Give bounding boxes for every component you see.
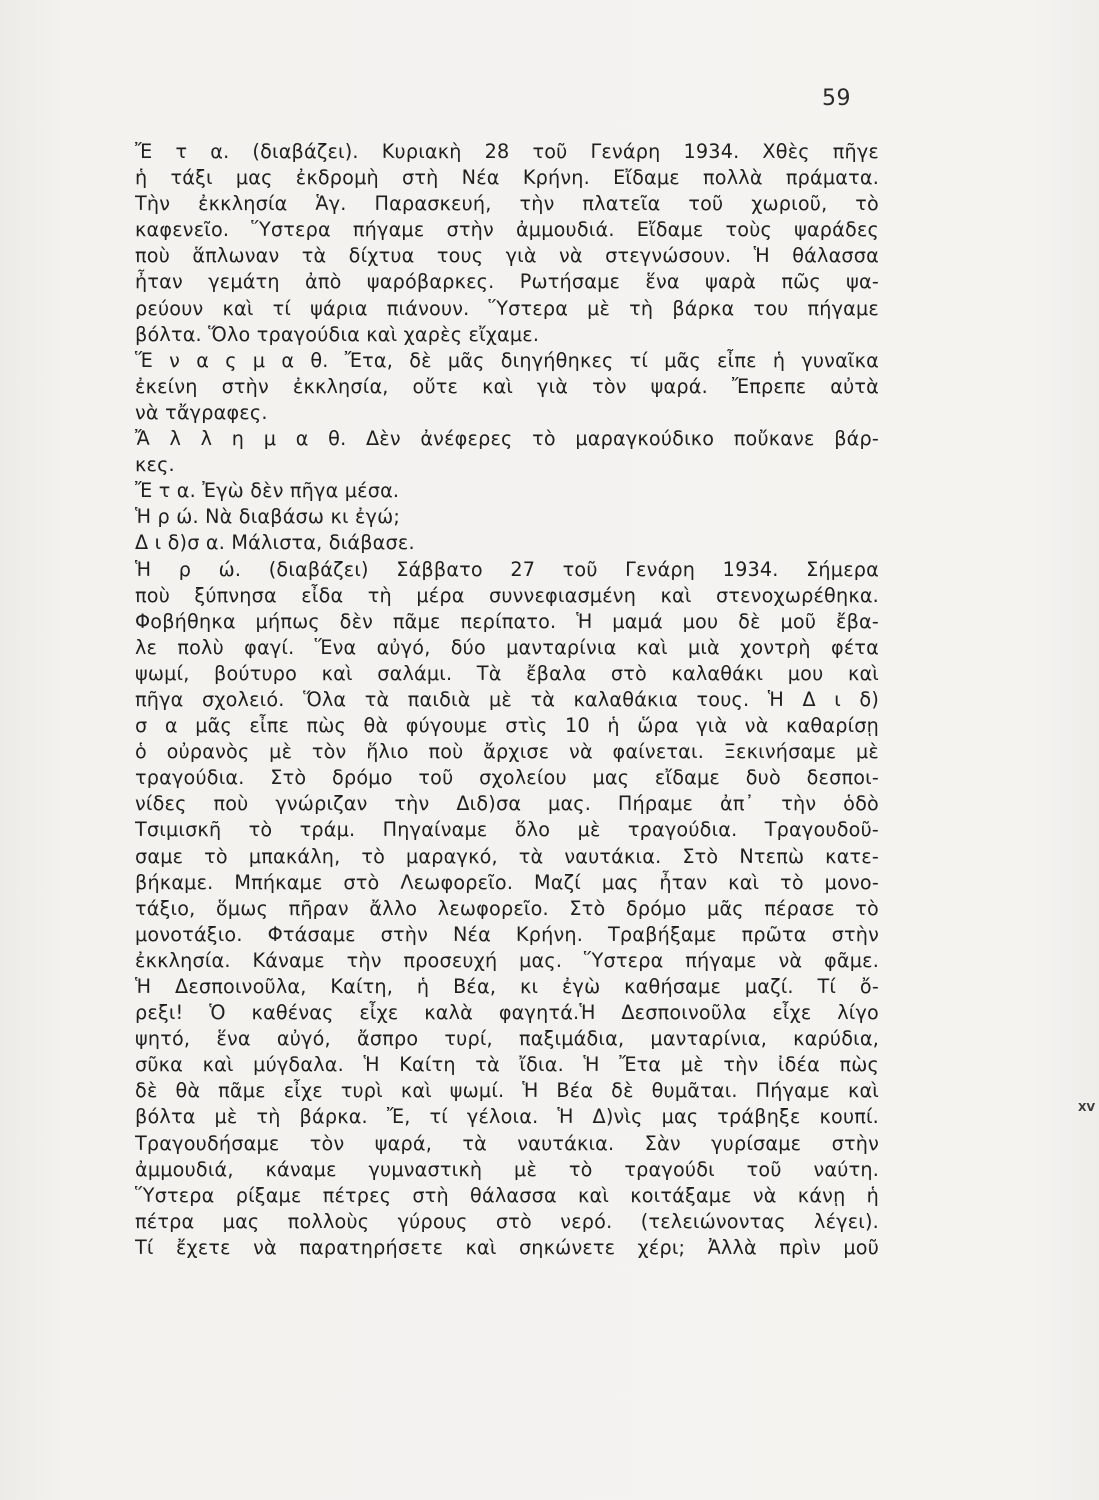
text-line: σῦκα καὶ μύγδαλα. Ἡ Καίτη τὰ ἴδια. Ἡ Ἔτα μὲ τὴν ἰδέα πὼς xyxy=(135,1053,879,1077)
text-line: ποὺ ξύπνησα εἶδα τὴ μέρα συννεφιασμένη καὶ στενοχωρέθηκα. xyxy=(135,583,879,607)
text-line: ἐκείνη στὴν ἐκκλησία, οὔτε καὶ γιὰ τὸν ψαρά. Ἔπρεπε αὐτὰ xyxy=(135,374,879,398)
text-line: Δ ι δ)σ α. Μάλιστα, διάβασε. xyxy=(135,531,415,555)
text-line: Φοβήθηκα μήπως δὲν πᾶμε περίπατο. Ἡ μαμά μου δὲ μοῦ ἔβα- xyxy=(135,609,879,633)
text-line: μονοτάξιο. Φτάσαμε στὴν Νέα Κρήνη. Τραβήξαμε πρῶτα στὴν xyxy=(135,922,879,946)
text-line: σ α μᾶς εἶπε πὼς θὰ φύγουμε στὶς 10 ἡ ὥρα γιὰ νὰ καθαρίσῃ xyxy=(135,714,879,738)
margin-mark: XV xyxy=(1078,1101,1095,1114)
text-line: Ἄ λ λ η μ α θ. Δὲν ἀνέφερες τὸ μαραγκούδικο ποὔκανε βάρ- xyxy=(135,427,879,451)
text-line: ψωμί, βούτυρο καὶ σαλάμι. Τὰ ἔβαλα στὸ καλαθάκι μου καὶ xyxy=(135,661,879,685)
text-line: βόλτα. Ὅλο τραγούδια καὶ χαρὲς εἴχαμε. xyxy=(135,322,540,346)
text-line: ἐκκλησία. Κάναμε τὴν προσευχή μας. Ὕστερα πήγαμε νὰ φᾶμε. xyxy=(135,948,879,972)
page-number: 59 xyxy=(822,86,851,111)
text-line: βόλτα μὲ τὴ βάρκα. Ἔ, τί γέλοια. Ἡ Δ)νὶς μας τράβηξε κουπί. xyxy=(135,1105,879,1129)
text-line: ἦταν γεμάτη ἀπὸ ψαρόβαρκες. Ρωτήσαμε ἕνα ψαρὰ πῶς ψα- xyxy=(135,270,879,294)
text-line: Ἔ τ α. (διαβάζει). Κυριακὴ 28 τοῦ Γενάρη 1934. Χθὲς πῆγε xyxy=(135,140,879,163)
text-line: κες. xyxy=(135,453,175,477)
text-line: ρεξι! Ὁ καθένας εἶχε καλὰ φαγητά.Ἡ Δεσποινοῦλα εἶχε λίγο xyxy=(135,1001,879,1025)
text-line: λε πολὺ φαγί. Ἕνα αὐγό, δύο μανταρίνια καὶ μιὰ χοντρὴ φέτα xyxy=(135,635,879,659)
text-line: βήκαμε. Μπήκαμε στὸ Λεωφορεῖο. Μαζί μας ἦταν καὶ τὸ μονο- xyxy=(135,870,879,894)
text-line: ποὺ ἅπλωναν τὰ δίχτυα τους γιὰ νὰ στεγνώσουν. Ἡ θάλασσα xyxy=(135,244,879,268)
text-line: ἡ τάξι μας ἐκδρομὴ στὴ Νέα Κρήνη. Εἴδαμε πολλὰ πράματα. xyxy=(135,166,879,190)
text-line: πέτρα μας πολλοὺς γύρους στὸ νερό. (τελειώνοντας λέγει). xyxy=(135,1209,879,1233)
text-line: τραγούδια. Στὸ δρόμο τοῦ σχολείου μας εἴδαμε δυὸ δεσποι- xyxy=(135,766,879,790)
text-line: ἀμμουδιά, κάναμε γυμναστικὴ μὲ τὸ τραγούδι τοῦ ναύτη. xyxy=(135,1157,879,1181)
dialogue-text-block xyxy=(135,139,879,1261)
text-line: νίδες ποὺ γνώριζαν τὴν Διδ)σα μας. Πήραμε ἀπ᾽ τὴν ὁδὸ xyxy=(135,792,879,816)
text-line: ρεύουν καὶ τί ψάρια πιάνουν. Ὕστερα μὲ τὴ βάρκα του πήγαμε xyxy=(135,296,879,320)
text-line: νὰ τἄγραφες. xyxy=(135,400,268,424)
text-line: τάξιο, ὅμως πῆραν ἄλλο λεωφορεῖο. Στὸ δρόμο μᾶς πέρασε τὸ xyxy=(135,896,879,920)
text-line: καφενεῖο. Ὕστερα πήγαμε στὴν ἀμμουδιά. Εἴδαμε τοὺς ψαράδες xyxy=(135,218,879,242)
text-line: ψητό, ἕνα αὐγό, ἄσπρο τυρί, παξιμάδια, μανταρίνια, καρύδια, xyxy=(135,1027,879,1051)
text-line: σαμε τὸ μπακάλη, τὸ μαραγκό, τὰ ναυτάκια. Στὸ Ντεπὼ κατε- xyxy=(135,844,879,868)
text-line: ὁ οὐρανὸς μὲ τὸν ἥλιο ποὺ ἄρχισε νὰ φαίνεται. Ξεκινήσαμε μὲ xyxy=(135,740,879,764)
text-line: Τραγουδήσαμε τὸν ψαρά, τὰ ναυτάκια. Σὰν γυρίσαμε στὴν xyxy=(135,1131,879,1155)
text-line: Ἡ ρ ώ. Νὰ διαβάσω κι ἐγώ; xyxy=(135,505,401,529)
text-line: Ἔ τ α. Ἐγὼ δὲν πῆγα μέσα. xyxy=(135,479,400,503)
text-line: Ἡ ρ ώ. (διαβάζει) Σάββατο 27 τοῦ Γενάρη 1934. Σήμερα xyxy=(135,557,879,581)
text-line: Τὴν ἐκκλησία Ἁγ. Παρασκευή, τὴν πλατεῖα τοῦ χωριοῦ, τὸ xyxy=(135,192,879,216)
text-line: δὲ θὰ πᾶμε εἶχε τυρὶ καὶ ψωμί. Ἡ Βέα δὲ θυμᾶται. Πήγαμε καὶ xyxy=(135,1079,879,1103)
text-line: Ὕστερα ρίξαμε πέτρες στὴ θάλασσα καὶ κοιτάξαμε νὰ κάνῃ ἡ xyxy=(135,1183,879,1207)
text-line: Ἕ ν α ς μ α θ. Ἔτα, δὲ μᾶς διηγήθηκες τί μᾶς εἶπε ἡ γυναῖκα xyxy=(135,348,879,372)
text-line: Τσιμισκῆ τὸ τράμ. Πηγαίναμε ὅλο μὲ τραγούδια. Τραγουδοῦ- xyxy=(135,818,879,842)
text-line: πῆγα σχολειό. Ὅλα τὰ παιδιὰ μὲ τὰ καλαθάκια τους. Ἡ Δ ι δ) xyxy=(135,687,879,711)
text-line: Ἡ Δεσποινοῦλα, Καίτη, ἡ Βέα, κι ἐγὼ καθήσαμε μαζί. Τί ὄ- xyxy=(135,975,879,998)
text-line: Τί ἔχετε νὰ παρατηρήσετε καὶ σηκώνετε χέρι; Ἀλλὰ πρὶν μοῦ xyxy=(135,1235,879,1259)
